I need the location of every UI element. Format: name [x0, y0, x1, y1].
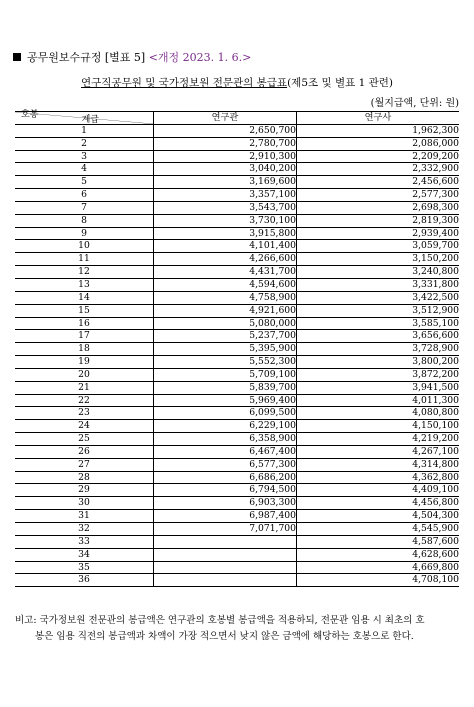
table-row — [15, 124, 459, 137]
table-row — [15, 137, 459, 150]
senior-researcher-pay-cell — [154, 561, 297, 574]
table-row — [15, 189, 459, 202]
researcher-pay-cell: 1,962,300 — [297, 124, 460, 137]
senior-researcher-pay-cell: 4,431,700 — [154, 266, 297, 279]
senior-researcher-pay-cell: 5,080,000 — [154, 317, 297, 330]
table-row — [15, 433, 459, 446]
senior-researcher-pay-cell: 6,467,400 — [154, 445, 297, 458]
table-row — [15, 523, 459, 536]
salary-table — [15, 111, 459, 587]
step-cell: 35 — [15, 561, 154, 574]
step-cell: 2 — [15, 137, 154, 150]
senior-researcher-pay-cell: 4,101,400 — [154, 240, 297, 253]
table-row — [15, 420, 459, 433]
table-row — [15, 227, 459, 240]
step-cell: 24 — [15, 420, 154, 433]
regulation-name: 공무원보수규정 [별표 5] — [27, 51, 146, 64]
step-cell: 4 — [15, 163, 154, 176]
senior-researcher-pay-cell — [154, 548, 297, 561]
researcher-pay-cell: 4,669,800 — [297, 561, 460, 574]
table-row — [15, 356, 459, 369]
step-cell: 29 — [15, 484, 154, 497]
senior-researcher-pay-cell: 3,730,100 — [154, 214, 297, 227]
step-cell: 18 — [15, 343, 154, 356]
researcher-pay-cell: 3,331,800 — [297, 278, 460, 291]
senior-researcher-pay-cell: 5,237,700 — [154, 330, 297, 343]
corner-step-label: 호봉 — [21, 109, 39, 120]
senior-researcher-pay-cell: 5,969,400 — [154, 394, 297, 407]
researcher-pay-cell: 4,545,900 — [297, 523, 460, 536]
senior-researcher-pay-cell: 3,040,200 — [154, 163, 297, 176]
step-cell: 31 — [15, 510, 154, 523]
researcher-pay-cell: 3,800,200 — [297, 356, 460, 369]
col-header-researcher-senior: 연구관 — [154, 112, 297, 125]
table-row — [15, 561, 459, 574]
researcher-pay-cell: 3,585,100 — [297, 317, 460, 330]
table-title-ref: (제5조 및 별표 1 관련) — [287, 77, 393, 89]
researcher-pay-cell: 4,314,800 — [297, 458, 460, 471]
step-cell: 7 — [15, 201, 154, 214]
table-row — [15, 497, 459, 510]
table-row — [15, 291, 459, 304]
researcher-pay-cell: 4,409,100 — [297, 484, 460, 497]
table-title-main: 연구직공무원 및 국가정보원 전문관의 봉급표 — [81, 77, 288, 89]
researcher-pay-cell: 3,872,200 — [297, 368, 460, 381]
senior-researcher-pay-cell: 6,577,300 — [154, 458, 297, 471]
table-body — [15, 124, 459, 586]
senior-researcher-pay-cell: 6,229,100 — [154, 420, 297, 433]
corner-header-cell — [15, 109, 154, 125]
step-cell: 3 — [15, 150, 154, 163]
senior-researcher-pay-cell: 6,794,500 — [154, 484, 297, 497]
researcher-pay-cell: 4,587,600 — [297, 535, 460, 548]
table-row — [15, 471, 459, 484]
step-cell: 32 — [15, 523, 154, 536]
researcher-pay-cell: 2,456,600 — [297, 176, 460, 189]
researcher-pay-cell: 2,086,000 — [297, 137, 460, 150]
researcher-pay-cell: 2,332,900 — [297, 163, 460, 176]
researcher-pay-cell: 2,819,300 — [297, 214, 460, 227]
researcher-pay-cell: 4,708,100 — [297, 574, 460, 587]
table-row — [15, 163, 459, 176]
table-row — [15, 253, 459, 266]
step-cell: 17 — [15, 330, 154, 343]
senior-researcher-pay-cell: 3,357,100 — [154, 189, 297, 202]
senior-researcher-pay-cell: 6,903,300 — [154, 497, 297, 510]
step-cell: 1 — [15, 124, 154, 137]
table-row — [15, 548, 459, 561]
step-cell: 9 — [15, 227, 154, 240]
table-row — [15, 176, 459, 189]
senior-researcher-pay-cell: 6,358,900 — [154, 433, 297, 446]
table-header-row — [15, 112, 459, 125]
researcher-pay-cell: 4,628,600 — [297, 548, 460, 561]
researcher-pay-cell: 2,939,400 — [297, 227, 460, 240]
step-cell: 30 — [15, 497, 154, 510]
researcher-pay-cell: 4,267,100 — [297, 445, 460, 458]
table-row — [15, 535, 459, 548]
table-row — [15, 266, 459, 279]
regulation-header — [13, 49, 251, 65]
unit-note: (월지급액, 단위: 원) — [370, 98, 459, 109]
senior-researcher-pay-cell — [154, 535, 297, 548]
step-cell: 15 — [15, 304, 154, 317]
footnote-line-1: 비고: 국가정보원 전문관의 봉급액은 연구관의 호봉별 봉급액을 적용하되, 전문관 임용 시 최초의 호 — [15, 615, 425, 626]
researcher-pay-cell: 3,240,800 — [297, 266, 460, 279]
step-cell: 19 — [15, 356, 154, 369]
senior-researcher-pay-cell: 3,169,600 — [154, 176, 297, 189]
table-row — [15, 201, 459, 214]
researcher-pay-cell: 4,362,800 — [297, 471, 460, 484]
senior-researcher-pay-cell: 4,594,600 — [154, 278, 297, 291]
senior-researcher-pay-cell: 5,395,900 — [154, 343, 297, 356]
senior-researcher-pay-cell: 6,987,400 — [154, 510, 297, 523]
amendment-date: <개정 2023. 1. 6.> — [148, 51, 252, 64]
senior-researcher-pay-cell — [154, 574, 297, 587]
senior-researcher-pay-cell: 6,099,500 — [154, 407, 297, 420]
table-row — [15, 510, 459, 523]
step-cell: 33 — [15, 535, 154, 548]
senior-researcher-pay-cell: 4,758,900 — [154, 291, 297, 304]
table-row — [15, 214, 459, 227]
researcher-pay-cell: 4,011,300 — [297, 394, 460, 407]
col-header-researcher: 연구사 — [297, 112, 460, 125]
researcher-pay-cell: 4,150,100 — [297, 420, 460, 433]
table-row — [15, 381, 459, 394]
corner-grade-label: 계급 — [81, 115, 99, 125]
senior-researcher-pay-cell: 4,921,600 — [154, 304, 297, 317]
step-cell: 22 — [15, 394, 154, 407]
researcher-pay-cell: 4,080,800 — [297, 407, 460, 420]
researcher-pay-cell: 2,209,200 — [297, 150, 460, 163]
square-bullet-icon — [13, 53, 21, 61]
table-row — [15, 394, 459, 407]
table-row — [15, 407, 459, 420]
table-title — [0, 75, 474, 90]
step-cell: 26 — [15, 445, 154, 458]
step-cell: 20 — [15, 368, 154, 381]
step-cell: 6 — [15, 189, 154, 202]
step-cell: 27 — [15, 458, 154, 471]
senior-researcher-pay-cell: 2,780,700 — [154, 137, 297, 150]
footnote-line-2: 봉은 임용 직전의 봉급액과 차액이 가장 적으면서 낮지 않은 금액에 해당하는 호봉으로 한다. — [35, 631, 414, 642]
table-row — [15, 330, 459, 343]
researcher-pay-cell: 3,728,900 — [297, 343, 460, 356]
researcher-pay-cell: 2,577,300 — [297, 189, 460, 202]
researcher-pay-cell: 3,941,500 — [297, 381, 460, 394]
table-row — [15, 150, 459, 163]
step-cell: 16 — [15, 317, 154, 330]
researcher-pay-cell: 3,150,200 — [297, 253, 460, 266]
table-row — [15, 278, 459, 291]
step-cell: 12 — [15, 266, 154, 279]
researcher-pay-cell: 3,656,600 — [297, 330, 460, 343]
senior-researcher-pay-cell: 3,543,700 — [154, 201, 297, 214]
step-cell: 5 — [15, 176, 154, 189]
researcher-pay-cell: 4,219,200 — [297, 433, 460, 446]
researcher-pay-cell: 4,456,800 — [297, 497, 460, 510]
table-row — [15, 343, 459, 356]
step-cell: 23 — [15, 407, 154, 420]
senior-researcher-pay-cell: 5,709,100 — [154, 368, 297, 381]
step-cell: 36 — [15, 574, 154, 587]
step-cell: 11 — [15, 253, 154, 266]
table-row — [15, 368, 459, 381]
table-row — [15, 458, 459, 471]
senior-researcher-pay-cell: 2,650,700 — [154, 124, 297, 137]
step-cell: 34 — [15, 548, 154, 561]
table-row — [15, 317, 459, 330]
senior-researcher-pay-cell: 4,266,600 — [154, 253, 297, 266]
senior-researcher-pay-cell: 6,686,200 — [154, 471, 297, 484]
step-cell: 21 — [15, 381, 154, 394]
researcher-pay-cell: 2,698,300 — [297, 201, 460, 214]
table-row — [15, 304, 459, 317]
table-row — [15, 574, 459, 587]
researcher-pay-cell: 4,504,300 — [297, 510, 460, 523]
senior-researcher-pay-cell: 2,910,300 — [154, 150, 297, 163]
researcher-pay-cell: 3,512,900 — [297, 304, 460, 317]
table-row — [15, 484, 459, 497]
researcher-pay-cell: 3,422,500 — [297, 291, 460, 304]
senior-researcher-pay-cell: 7,071,700 — [154, 523, 297, 536]
step-cell: 25 — [15, 433, 154, 446]
table-row — [15, 445, 459, 458]
table-row — [15, 240, 459, 253]
step-cell: 10 — [15, 240, 154, 253]
step-cell: 14 — [15, 291, 154, 304]
senior-researcher-pay-cell: 5,839,700 — [154, 381, 297, 394]
researcher-pay-cell: 3,059,700 — [297, 240, 460, 253]
senior-researcher-pay-cell: 5,552,300 — [154, 356, 297, 369]
step-cell: 8 — [15, 214, 154, 227]
step-cell: 28 — [15, 471, 154, 484]
footnote — [15, 613, 462, 645]
senior-researcher-pay-cell: 3,915,800 — [154, 227, 297, 240]
step-cell: 13 — [15, 278, 154, 291]
